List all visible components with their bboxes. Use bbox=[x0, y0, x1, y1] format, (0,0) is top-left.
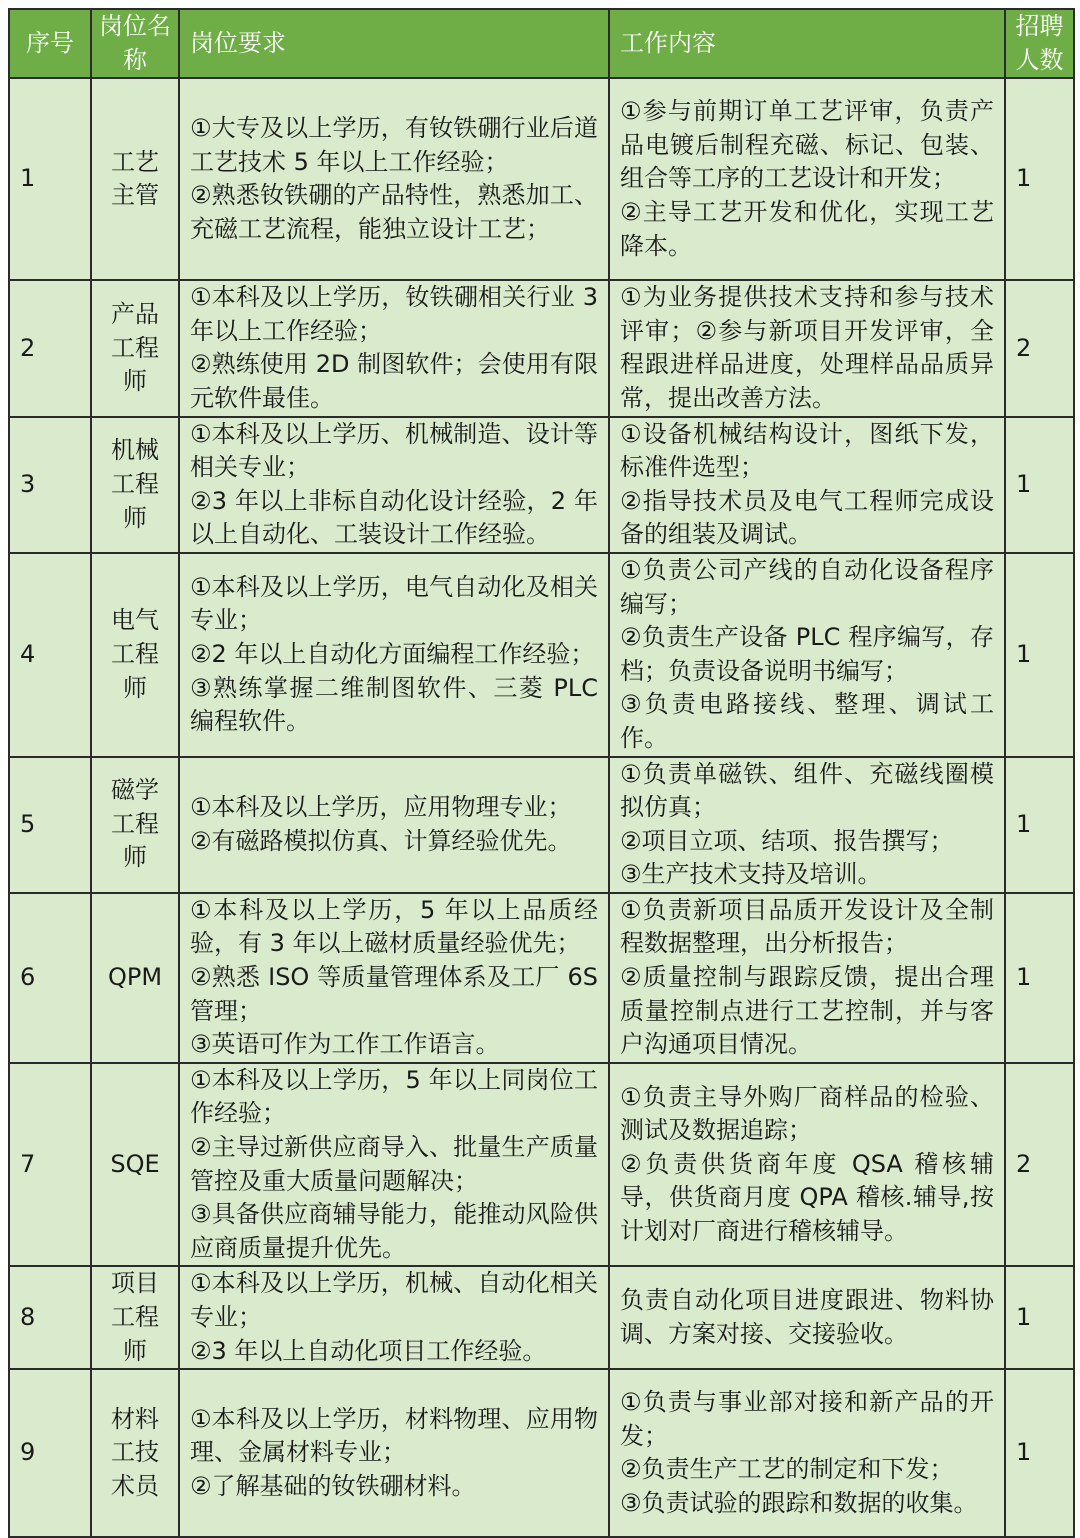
cell-headcount: 1 bbox=[1005, 757, 1074, 893]
cell-position-name: 工艺主管 bbox=[91, 78, 179, 280]
cell-headcount: 1 bbox=[1005, 893, 1074, 1063]
cell-no: 1 bbox=[9, 78, 91, 280]
cell-no: 4 bbox=[9, 553, 91, 757]
cell-no: 7 bbox=[9, 1063, 91, 1267]
cell-requirements: ①本科及以上学历，机械、自动化相关专业； ②3 年以上自动化项目工作经验。 bbox=[179, 1266, 609, 1369]
cell-position-name: SQE bbox=[91, 1063, 179, 1267]
cell-requirements: ①本科及以上学历，5 年以上品质经验，有 3 年以上磁材质量经验优先； ②熟悉 ISO 等质量管理体系及工厂 6S 管理； ③英语可作为工作工作语言。 bbox=[179, 893, 609, 1063]
header-requirements: 岗位要求 bbox=[179, 9, 609, 78]
cell-position-name: 机械工程师 bbox=[91, 417, 179, 553]
cell-position-name: 材料工技术员 bbox=[91, 1369, 179, 1537]
table-row bbox=[9, 757, 1074, 893]
cell-requirements: ①本科及以上学历，材料物理、应用物理、金属材料专业； ②了解基础的钕铁硼材料。 bbox=[179, 1369, 609, 1537]
header-headcount: 招聘人数 bbox=[1005, 9, 1074, 78]
cell-duties: ①设备机械结构设计，图纸下发，标准件选型； ②指导技术员及电气工程师完成设备的组装及调试。 bbox=[609, 417, 1005, 553]
cell-no: 6 bbox=[9, 893, 91, 1063]
table-row bbox=[9, 893, 1074, 1063]
header-position-name: 岗位名称 bbox=[91, 9, 179, 78]
cell-duties: ①负责与事业部对接和新产品的开发； ②负责生产工艺的制定和下发； ③负责试验的跟踪和数据的收集。 bbox=[609, 1369, 1005, 1537]
cell-headcount: 1 bbox=[1005, 1266, 1074, 1369]
cell-requirements: ①本科及以上学历，钕铁硼相关行业 3 年以上工作经验； ②熟练使用 2D 制图软件；会使用有限元软件最佳。 bbox=[179, 280, 609, 416]
cell-position-name: 磁学工程师 bbox=[91, 757, 179, 893]
cell-position-name: QPM bbox=[91, 893, 179, 1063]
cell-duties: 负责自动化项目进度跟进、物料协调、方案对接、交接验收。 bbox=[609, 1266, 1005, 1369]
cell-no: 5 bbox=[9, 757, 91, 893]
cell-position-name: 产品工程师 bbox=[91, 280, 179, 416]
header-duties: 工作内容 bbox=[609, 9, 1005, 78]
cell-headcount: 2 bbox=[1005, 280, 1074, 416]
cell-duties: ①负责主导外购厂商样品的检验、测试及数据追踪； ②负责供货商年度 QSA 稽核辅导，供货商月度 QPA 稽核.辅导,按计划对厂商进行稽核辅导。 bbox=[609, 1063, 1005, 1267]
cell-duties: ①负责单磁铁、组件、充磁线圈模拟仿真； ②项目立项、结项、报告撰写； ③生产技术支持及培训。 bbox=[609, 757, 1005, 893]
cell-requirements: ①本科及以上学历、机械制造、设计等相关专业； ②3 年以上非标自动化设计经验，2 年以上自动化、工装设计工作经验。 bbox=[179, 417, 609, 553]
cell-headcount: 2 bbox=[1005, 1063, 1074, 1267]
table-row bbox=[9, 417, 1074, 553]
cell-requirements: ①本科及以上学历，应用物理专业； ②有磁路模拟仿真、计算经验优先。 bbox=[179, 757, 609, 893]
cell-no: 2 bbox=[9, 280, 91, 416]
table-row bbox=[9, 1369, 1074, 1537]
table-row bbox=[9, 1266, 1074, 1369]
cell-requirements: ①大专及以上学历，有钕铁硼行业后道工艺技术 5 年以上工作经验； ②熟悉钕铁硼的产品特性，熟悉加工、充磁工艺流程，能独立设计工艺； bbox=[179, 78, 609, 280]
cell-duties: ①为业务提供技术支持和参与技术评审；②参与新项目开发评审，全程跟进样品进度，处理样品品质异常，提出改善方法。 bbox=[609, 280, 1005, 416]
table-row bbox=[9, 280, 1074, 416]
cell-headcount: 1 bbox=[1005, 417, 1074, 553]
cell-duties: ①负责公司产线的自动化设备程序编写； ②负责生产设备 PLC 程序编写，存档；负责设备说明书编写； ③负责电路接线、整理、调试工作。 bbox=[609, 553, 1005, 757]
cell-requirements: ①本科及以上学历，电气自动化及相关专业； ②2 年以上自动化方面编程工作经验； ③熟练掌握二维制图软件、三菱 PLC 编程软件。 bbox=[179, 553, 609, 757]
job-table-container bbox=[8, 8, 1075, 1538]
cell-requirements: ①本科及以上学历，5 年以上同岗位工作经验； ②主导过新供应商导入、批量生产质量管控及重大质量问题解决； ③具备供应商辅导能力，能推动风险供应商质量提升优先。 bbox=[179, 1063, 609, 1267]
cell-no: 8 bbox=[9, 1266, 91, 1369]
cell-duties: ①负责新项目品质开发设计及全制程数据整理，出分析报告； ②质量控制与跟踪反馈，提出合理质量控制点进行工艺控制，并与客户沟通项目情况。 bbox=[609, 893, 1005, 1063]
job-openings-table bbox=[8, 8, 1075, 1538]
cell-no: 3 bbox=[9, 417, 91, 553]
cell-position-name: 电气工程师 bbox=[91, 553, 179, 757]
table-header-row bbox=[9, 9, 1074, 78]
cell-duties: ①参与前期订单工艺评审，负责产品电镀后制程充磁、标记、包装、组合等工序的工艺设计和开发； ②主导工艺开发和优化，实现工艺降本。 bbox=[609, 78, 1005, 280]
header-no: 序号 bbox=[9, 9, 91, 78]
cell-no: 9 bbox=[9, 1369, 91, 1537]
cell-headcount: 1 bbox=[1005, 553, 1074, 757]
cell-headcount: 1 bbox=[1005, 78, 1074, 280]
cell-position-name: 项目工程师 bbox=[91, 1266, 179, 1369]
cell-headcount: 1 bbox=[1005, 1369, 1074, 1537]
table-row bbox=[9, 78, 1074, 280]
table-row bbox=[9, 1063, 1074, 1267]
table-row bbox=[9, 553, 1074, 757]
